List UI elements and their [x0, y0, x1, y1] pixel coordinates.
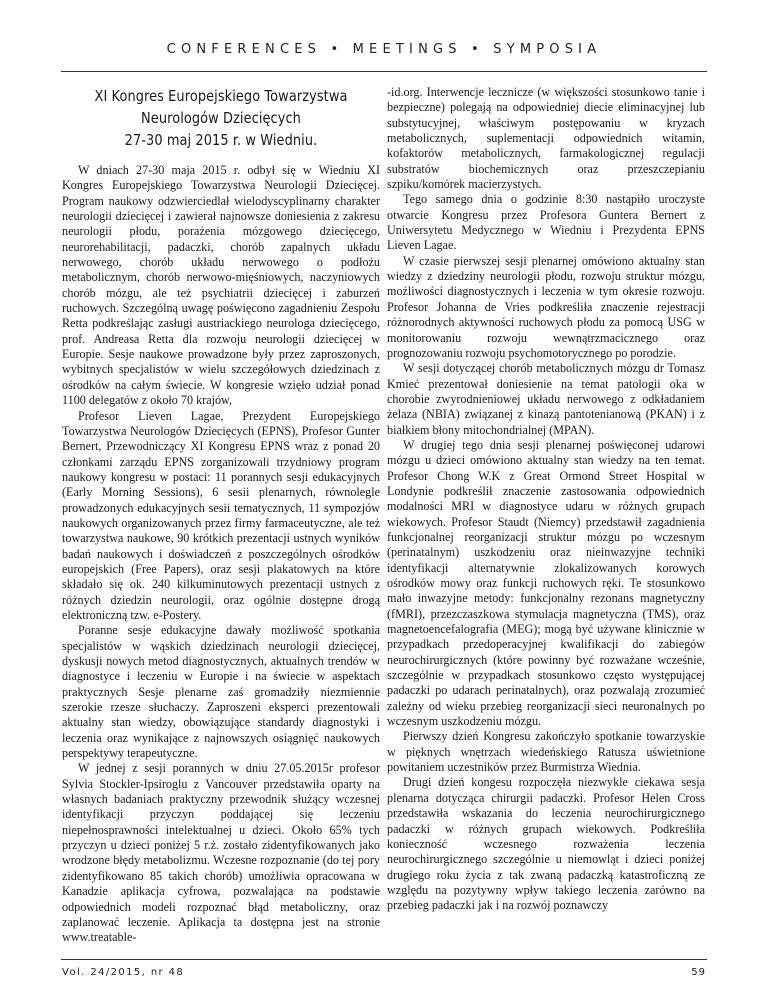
body-paragraph: Profesor Lieven Lagae, Prezydent Europejskiego Towarzystwa Neurologów Dziecięcych (EPNS), Profesor Gunter Bernert, Przewodniczący XI Kongresu EPNS wraz z ponad 20 członkami zarządu EPNS zorganizowali trzydniowy program naukowy kongresu w postaci: 11 porannych sesji edukacyjnych (Early Morning Sessions), 6 sesii plenarnych, równolegle prowadzonych edukacyjnych sesii tematycznych, 11 sympozjów naukowych organizowanych przez firmy farmaceutyczne, ale też towarzystwa naukowe, 90 krótkich prezentacji ustnych wyników badań naukowych i doświadczeń z poszczególnych ośrodków europejskich (Free Papers), oraz sesji plakatowych na które składało się ok. 240 kilkuminutowych prezentacji ustnych z różnych dziedzin neurologii, oraz ogólnie dostępne drogą elektroniczną tzw. e-Postery.: [62, 408, 380, 622]
title-line: 27-30 maj 2015 r. w Wiedniu.: [124, 131, 318, 149]
body-paragraph: W czasie pierwszej sesji plenarnej omówiono aktualny stan wiedzy z dziedziny neurologii płodu, rozwoju struktur mózgu, możliwości diagnostycznych i leczenia w tym okresie rozwoju. Profesor Johanna de Vries podkreśliła znaczenie rejestracji różnorodnych aktywności ruchowych płodu za pomocą USG w monitorowaniu rozwoju wewnątrzmacicznego oraz prognozowaniu rozwoju psychomotorycznego po porodzie.: [387, 253, 705, 360]
title-line: Neurologów Dziecięcych: [141, 109, 301, 127]
title-line: XI Kongres Europejskiego Towarzystwa: [94, 87, 348, 105]
article-title: [87, 85, 354, 151]
body-paragraph: W dniach 27-30 maja 2015 r. odbył się w Wiedniu XI Kongres Europejskiego Towarzystwa Neurologii Dziecięcej. Program naukowy odzwierciedlał wielodyscyplinarny charakter neurologii dziecięcej i zawierał najnowsze doniesienia z zakresu neurologii płodu, porażenia mózgowego dziecięcego, neurorehabilitacji, padaczki, chorób zapalnych układu nerwowego, chorób układu nerwowego o podłożu metabolicznym, chorób nerwowo-mięśniowych, naczyniowych chorób mózgu, ale też psychiatrii dziecięcej i zaburzeń ruchowych. Szczególną uwagę poświęcono zagadnieniu Zespołu Retta podkreślając zasługi austriackiego neurologa dziecięcego, prof. Andreasa Retta dla rozwoju neurologii dziecięcej w Europie. Sesje naukowe prowadzone były przez zaproszonych, wybitnych specjalistów w wielu szczegółowych dziedzinach z ośrodków na całym świecie. W kongresie wzięło udział ponad 1100 delegatów z około 70 krajów,: [62, 163, 380, 408]
body-paragraph: W drugiej tego dnia sesji plenarnej poświęconej udarowi mózgu u dzieci omówiono aktualny stan wiedzy na ten temat. Profesor Chong W.K z Great Ormond Street Hospital w Londynie podkreślił znaczenie zastosowania odpowiednich modalności MRI w diagnostyce udaru w różnych grupach wiekowych. Profesor Staudt (Niemcy) przedstawił zagadnienia funkcjonalnej reorganizacji struktur mózgu po wczesnym (perinatalnym) uszkodzeniu oraz nieinwazyjne techniki identyfikacji alternatywnie zlokalizowanych korowych ośrodków mowy oraz funkcji ruchowych ręki. Te stosunkowo mało inwazyjne metody: funkcjonalny rezonans magnetyczny (fMRI), przezczaszkowa stymulacja magnetyczna (TMS), oraz magnetoencefalografia (MEG); mogą być używane klinicznie w przypadkach przedoperacyjnej kwalifikacji do zabiegów neurochirurgicznych (które powinny być rozważane wcześnie, szczególnie w przypadkach stosunkowo często występującej padaczki po udarach perinatalnych), oraz pozwalają zrozumieć zależny od wieku przebieg reorganizacji sieci neuronalnych po wczesnym uszkodzeniu mózgu.: [387, 437, 705, 729]
issue-label: Vol. 24/2015, nr 48: [62, 967, 185, 978]
header-rule: [61, 71, 707, 72]
body-paragraph: W jednej z sesji porannych w dniu 27.05.2015r profesor Sylvia Stockler-Ipsiroglu z Vancouver przedstawiła oparty na własnych badaniach praktyczny przewodnik służący wczesnej identyfikacji przyczyn poddającej się leczeniu niepełnosprawności intelektualnej u dzieci. Około 65% tych przyczyn u dzieci poniżej 5 r.ż. zostało zidentyfikowanych jako wrodzone błędy metabolizmu. Wczesne rozpoznanie (do tej pory zidentyfikowano 85 takich chorób) umożliwia opracowana w Kanadzie aplikacja cyfrowa, pozwalająca na podstawie odpowiednich modeli rozpoznać błąd metaboliczny, oraz zaplanować leczenie. Aplikacja ta dostępna jest na stronie www.treatable-: [62, 761, 380, 945]
left-column: [62, 85, 380, 955]
page-number: 59: [691, 967, 706, 978]
body-paragraph: Drugi dzień kongesu rozpoczęła niezwykle ciekawa sesja plenarna dotycząca chirurgii padaczki. Profesor Helen Cross przedstawiła wskazania do leczenia neurochirurgicznego padaczki w różnych grupach wiekowych. Podkreśliła konieczność wczesnego rozważenia leczenia neurochirurgicznego szczególnie u niemowląt i dzieci poniżej drugiego roku życia z tak zwaną padaczką katastroficzną ze względu na pozytywny wpływ takiego leczenia zarówno na przebieg padaczki jak i na rozwój poznawczy: [387, 775, 705, 913]
body-paragraph-continued: -id.org. Interwencje lecznicze (w większości stosunkowo tanie i bezpieczne) polegają na odpowiedniej diecie eliminacyjnej lub substytucyjnej, właściwym postępowaniu w kryzach metabolicznych, suplementacji odpowiednich witamin, kofaktorów metabolicznych, farmakologicznej regulacji substratów biochemicznych oraz przeszczepianiu szpiku/komórek macierzystych.: [387, 85, 705, 192]
body-paragraph: Poranne sesje edukacyjne dawały możliwość spotkania specjalistów w wąskich dziedzinach neurologii dziecięcej, dyskusji nowych metod diagnostycznych, aktualnych trendów w diagnostyce i leczeniu w Europie i na świecie w aspektach praktycznych Sesje plenarne zaś gromadziły niezmiennie szerokie rzesze słuchaczy. Zaproszeni eksperci prezentowali aktualny stan wiedzy, obowiązujące standardy diagnostyki i leczenia oraz wynikające z najnowszych osiągnięć naukowych perspektywy terapeutyczne.: [62, 623, 380, 761]
right-column: [387, 85, 705, 955]
body-paragraph: W sesji dotyczącej chorób metabolicznych mózgu dr Tomasz Kmieć prezentował doniesienie na temat patologii oka w chorobie zwyrodnieniowej układu nerwowego z odkładaniem żelaza (NBIA) związanej z kinazą pantotenianową (PKAN) i z białkiem błony mitochondrialnej (MPAN).: [387, 361, 705, 437]
body-paragraph: Tego samego dnia o godzinie 8:30 nastąpiło uroczyste otwarcie Kongresu przez Profesora Guntera Bernert z Uniwersytetu Medycznego w Wiedniu i Prezydenta EPNS Lieven Lagae.: [387, 192, 705, 253]
footer-rule: [61, 959, 707, 960]
body-paragraph: Pierwszy dzień Kongresu zakończyło spotkanie towarzyskie w pięknych wnętrzach wiedeńskiego Ratusza uświetnione powitaniem uczestników przez Burmistrza Wiednia.: [387, 729, 705, 775]
section-header: CONFERENCES • MEETINGS • SYMPOSIA: [166, 42, 602, 57]
